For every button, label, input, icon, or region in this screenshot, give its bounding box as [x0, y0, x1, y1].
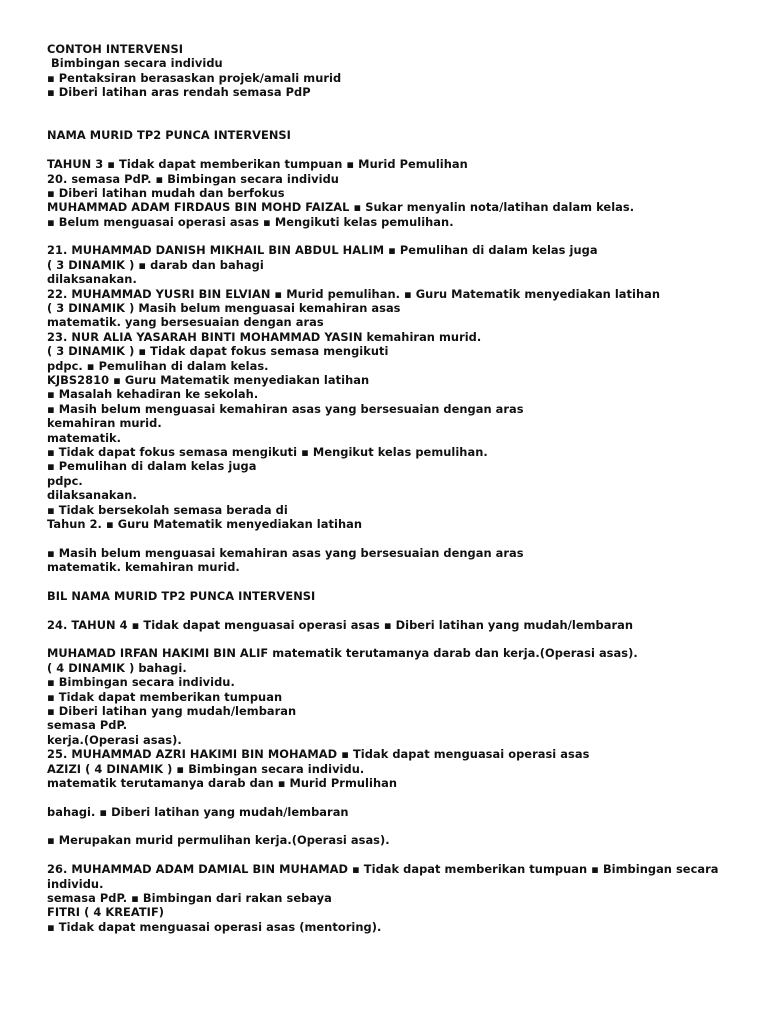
text-line: 26. MUHAMMAD ADAM DAMIAL BIN MUHAMAD ▪ Tidak dapat memberikan tumpuan ▪ Bimbingan secara	[47, 862, 719, 877]
text-line: ▪ Diberi latihan yang mudah/lembaran	[47, 703, 297, 718]
text-line: ▪ Diberi latihan aras rendah semasa PdP	[47, 85, 311, 100]
text-line: 22. MUHAMMAD YUSRI BIN ELVIAN ▪ Murid pemulihan. ▪ Guru Matematik menyediakan latihan	[47, 286, 661, 301]
text-line: MUHAMMAD ADAM FIRDAUS BIN MOHD FAIZAL ▪ Sukar menyalin nota/latihan dalam kelas.	[47, 200, 635, 215]
text-line: 25. MUHAMMAD AZRI HAKIMI BIN MOHAMAD ▪ Tidak dapat menguasai operasi asas	[47, 747, 590, 762]
text-line: ▪ Belum menguasai operasi asas ▪ Mengikuti kelas pemulihan.	[47, 214, 454, 229]
text-line: BIL NAMA MURID TP2 PUNCA INTERVENSI	[47, 588, 316, 603]
text-line: matematik terutamanya darab dan ▪ Murid Prmulihan	[47, 775, 397, 790]
text-line: pdpc.	[47, 473, 83, 488]
text-line: ▪ Tidak bersekolah semasa berada di	[47, 502, 288, 517]
text-line: ▪ Pemulihan di dalam kelas juga	[47, 459, 257, 474]
text-line: ( 3 DINAMIK ) ▪ darab dan bahagi	[47, 257, 264, 272]
blank-line	[47, 632, 747, 646]
text-line: 24. TAHUN 4 ▪ Tidak dapat menguasai operasi asas ▪ Diberi latihan yang mudah/lembaran	[47, 617, 634, 632]
text-line: 23. NUR ALIA YASARAH BINTI MOHAMMAD YASIN kemahiran murid.	[47, 329, 482, 344]
text-line: kerja.(Operasi asas).	[47, 732, 182, 747]
text-line: 20. semasa PdP. ▪ Bimbingan secara individu	[47, 171, 339, 186]
blank-line	[47, 114, 747, 128]
text-line: CONTOH INTERVENSI	[47, 42, 184, 56]
text-line: matematik. yang bersesuaian dengan aras	[47, 315, 324, 330]
text-line: individu.	[47, 876, 104, 891]
text-line: ( 3 DINAMIK ) Masih belum menguasai kemahiran asas	[47, 301, 401, 316]
text-line: ( 3 DINAMIK ) ▪ Tidak dapat fokus semasa mengikuti	[47, 344, 389, 359]
text-line: matematik. kemahiran murid.	[47, 560, 240, 575]
text-line: ▪ Merupakan murid permulihan kerja.(Operasi asas).	[47, 833, 390, 848]
text-line: matematik.	[47, 430, 122, 445]
text-line: ▪ Masalah kehadiran ke sekolah.	[47, 387, 259, 402]
text-line: dilaksanakan.	[47, 488, 137, 503]
blank-line	[47, 790, 747, 804]
blank-line	[47, 848, 747, 862]
text-line: Bimbingan secara individu	[47, 56, 223, 71]
text-line: ▪ Masih belum menguasai kemahiran asas yang bersesuaian dengan aras	[47, 545, 524, 560]
text-line: ▪ Diberi latihan mudah dan berfokus	[47, 185, 285, 200]
text-line: Tahun 2. ▪ Guru Matematik menyediakan latihan	[47, 516, 363, 531]
text-line: bahagi. ▪ Diberi latihan yang mudah/lembaran	[47, 804, 349, 819]
text-line: 21. MUHAMMAD DANISH MIKHAIL BIN ABDUL HALIM ▪ Pemulihan di dalam kelas juga	[47, 243, 598, 258]
blank-line	[47, 100, 747, 114]
text-line: KJBS2810 ▪ Guru Matematik menyediakan latihan	[47, 372, 370, 387]
text-line: ( 4 DINAMIK ) bahagi.	[47, 660, 187, 675]
document-page	[47, 42, 747, 934]
blank-line	[47, 229, 747, 243]
blank-line	[47, 574, 747, 588]
text-line: semasa PdP. ▪ Bimbingan dari rakan sebaya	[47, 891, 332, 906]
text-line: ▪ Pentaksiran berasaskan projek/amali murid	[47, 70, 342, 85]
text-line: AZIZI ( 4 DINAMIK ) ▪ Bimbingan secara individu.	[47, 761, 365, 776]
blank-line	[47, 531, 747, 545]
text-line: semasa PdP.	[47, 718, 128, 733]
text-line: pdpc. ▪ Pemulihan di dalam kelas.	[47, 358, 269, 373]
text-line: ▪ Tidak dapat menguasai operasi asas (mentoring).	[47, 919, 382, 934]
text-line: FITRI ( 4 KREATIF)	[47, 905, 165, 920]
blank-line	[47, 819, 747, 833]
text-line: MUHAMAD IRFAN HAKIMI BIN ALIF matematik terutamanya darab dan kerja.(Operasi asas).	[47, 646, 638, 661]
text-line: ▪ Tidak dapat memberikan tumpuan	[47, 689, 283, 704]
blank-line	[47, 143, 747, 157]
blank-line	[47, 603, 747, 617]
text-line: TAHUN 3 ▪ Tidak dapat memberikan tumpuan ▪ Murid Pemulihan	[47, 157, 468, 172]
text-line: ▪ Tidak dapat fokus semasa mengikuti ▪ Mengikut kelas pemulihan.	[47, 444, 488, 459]
text-line: NAMA MURID TP2 PUNCA INTERVENSI	[47, 128, 291, 143]
text-line: kemahiran murid.	[47, 416, 162, 431]
text-line: dilaksanakan.	[47, 272, 137, 287]
text-line: ▪ Bimbingan secara individu.	[47, 675, 235, 690]
text-line: ▪ Masih belum menguasai kemahiran asas yang bersesuaian dengan aras	[47, 401, 524, 416]
